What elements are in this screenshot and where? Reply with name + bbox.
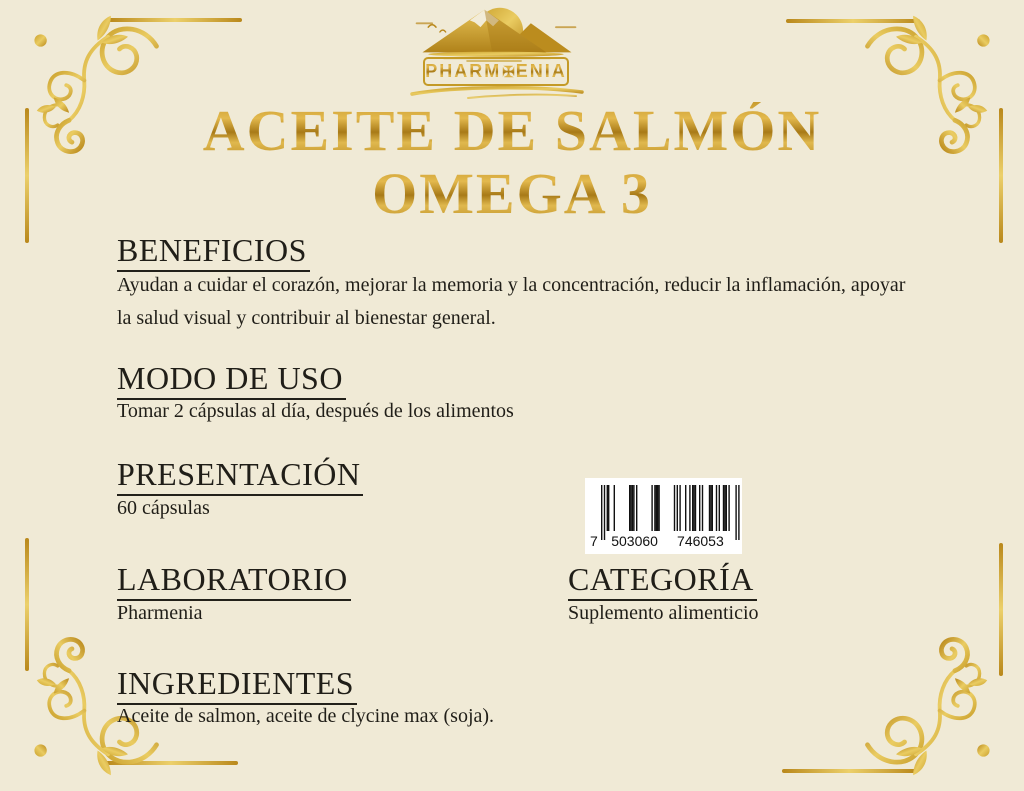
beneficios-heading: BENEFICIOS (117, 232, 310, 272)
modo-de-uso-heading: MODO DE USO (117, 360, 346, 400)
barcode (585, 478, 742, 554)
brand-emblem-icon: ✠ (502, 63, 515, 81)
brand-suffix: ENIA (515, 61, 567, 81)
beneficios-text-line1: Ayudan a cuidar el corazón, mejorar la memoria y la concentración, reducir la inflamación, apoyar (117, 274, 906, 296)
presentacion-text: 60 cápsulas (117, 497, 210, 519)
modo-de-uso-text: Tomar 2 cápsulas al día, después de los alimentos (117, 400, 514, 422)
categoria-text: Suplemento alimenticio (568, 602, 759, 624)
ingredientes-text: Aceite de salmon, aceite de clycine max (soja). (117, 705, 495, 727)
ingredientes-heading: INGREDIENTES (117, 665, 357, 705)
product-title-line2: OMEGA 3 (0, 165, 1024, 223)
product-title-line1: ACEITE DE SALMÓN (0, 102, 1024, 160)
brand-badge (423, 57, 569, 86)
laboratorio-text: Pharmenia (117, 602, 203, 624)
mountain-sun-icon (398, 2, 594, 62)
presentacion-heading: PRESENTACIÓN (117, 456, 363, 496)
laboratorio-heading: LABORATORIO (117, 561, 351, 601)
corner-flourish-icon (858, 627, 1010, 779)
svg-text:503060: 503060 (610, 533, 658, 549)
svg-text:7: 7 (589, 533, 598, 549)
barcode-svg (588, 482, 740, 550)
brand-prefix: PHARM (425, 61, 502, 81)
categoria-heading: CATEGORÍA (568, 561, 757, 601)
beneficios-text-line2: la salud visual y contribuir al bienestar general. (117, 307, 496, 329)
svg-text:746053: 746053 (676, 533, 724, 549)
